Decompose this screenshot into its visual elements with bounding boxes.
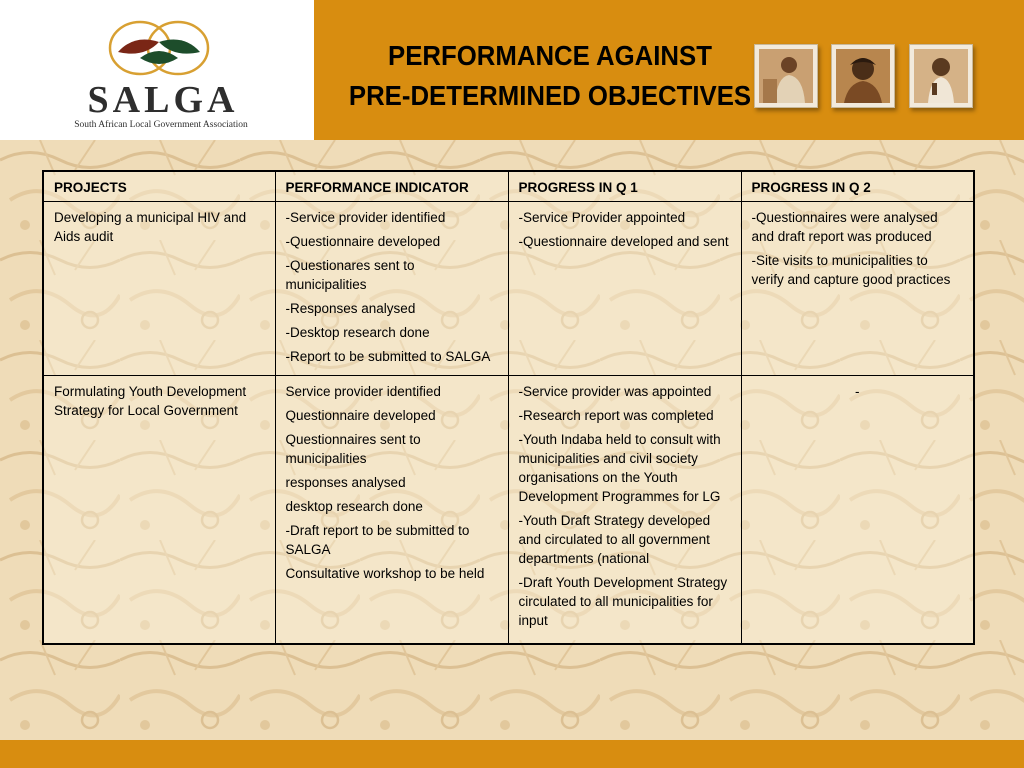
list-item: -Questionares sent to municipalities xyxy=(285,257,415,292)
list-item: responses analysed xyxy=(285,474,406,490)
list-item: - xyxy=(855,383,860,399)
logo-wordmark: SALGA xyxy=(87,79,239,121)
list-item: -Draft report to be submitted to SALGA xyxy=(285,522,470,557)
cell-q2 xyxy=(741,375,974,644)
project-name: Formulating Youth Development Strategy for Local Government xyxy=(54,383,247,418)
table-header-row xyxy=(43,171,974,201)
table-row xyxy=(43,201,974,375)
list-item: -Research report was completed xyxy=(518,407,714,423)
list-item: -Youth Indaba held to consult with municipalities and civil society organisations on the Youth Development Programmes for LG xyxy=(518,431,721,504)
cell-q2 xyxy=(741,201,974,375)
title-line-2: PRE-DETERMINED OBJECTIVES xyxy=(348,80,752,111)
list-item: -Questionnaires were analysed and draft report was produced xyxy=(751,209,938,244)
logo-rings-icon xyxy=(104,14,214,84)
title-line-1: PERFORMANCE AGAINST xyxy=(388,40,712,71)
list-item: -Report to be submitted to SALGA xyxy=(285,348,491,364)
photo-woman-icon xyxy=(754,44,818,108)
logo-tagline: South African Local Government Association xyxy=(74,120,248,130)
list-item: -Service provider identified xyxy=(285,209,446,225)
objectives-table xyxy=(42,170,975,645)
project-name: Developing a municipal HIV and Aids audit xyxy=(54,209,247,244)
cell-indicators xyxy=(275,201,508,375)
list-item: -Service Provider appointed xyxy=(518,209,686,225)
header-progress-q2: PROGRESS IN Q 2 xyxy=(741,171,974,201)
cell-project xyxy=(43,375,275,644)
cell-q1 xyxy=(508,201,741,375)
list-item: Questionnaires sent to municipalities xyxy=(285,431,421,466)
list-item: Questionnaire developed xyxy=(285,407,436,423)
list-item: -Draft Youth Development Strategy circulated to all municipalities for input xyxy=(518,574,728,628)
list-item: -Questionnaire developed and sent xyxy=(518,233,729,249)
header-projects: PROJECTS xyxy=(43,171,275,201)
list-item: desktop research done xyxy=(285,498,423,514)
objectives-table-container xyxy=(42,170,973,645)
list-item: Service provider identified xyxy=(285,383,441,399)
table-row xyxy=(43,375,974,644)
list-item: -Responses analysed xyxy=(285,300,416,316)
photo-child-icon xyxy=(909,44,973,108)
list-item: -Youth Draft Strategy developed and circulated to all government departments (national xyxy=(518,512,711,566)
header-progress-q1: PROGRESS IN Q 1 xyxy=(508,171,741,201)
header-banner xyxy=(0,0,1024,140)
header-performance-indicator: PERFORMANCE INDICATOR xyxy=(275,171,508,201)
cell-project xyxy=(43,201,275,375)
list-item: Consultative workshop to be held xyxy=(285,565,485,581)
list-item: -Desktop research done xyxy=(285,324,430,340)
logo xyxy=(0,0,314,140)
list-item: -Questionnaire developed xyxy=(285,233,441,249)
photo-man-icon xyxy=(831,44,895,108)
footer-bar xyxy=(0,740,1024,768)
page-title xyxy=(333,36,767,116)
list-item: -Site visits to municipalities to verify and capture good practices xyxy=(751,252,951,287)
list-item: -Service provider was appointed xyxy=(518,383,712,399)
cell-indicators xyxy=(275,375,508,644)
cell-q1 xyxy=(508,375,741,644)
